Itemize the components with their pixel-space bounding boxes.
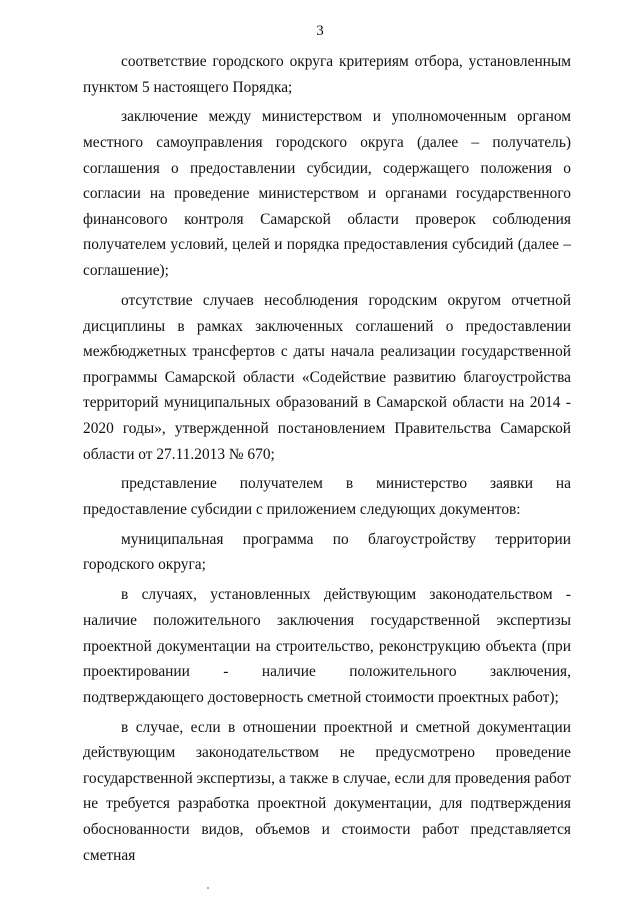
paragraph-criteria-compliance: соответствие городского округа критериям отбора, установленным пунктом 5 настоящего Порядка; <box>83 53 571 96</box>
paragraph-application-submission: представление получателем в министерство заявки на предоставление субсидии с приложением следующих документов: <box>83 475 571 518</box>
paragraph-reporting-discipline: отсутствие случаев несоблюдения городским округом отчетной дисциплины в рамках заключенных соглашений о предоставлении межбюджетных трансфертов с даты начала реализации государственной программы Самарской области «Содействие развитию благоустройства территорий муниципальных образований в Самарской области на 2014 - 2020 годы», утвержденной постановлением Правительства Самарской области от 27.11.2013 № 670; <box>83 291 571 463</box>
page-number: 3 <box>316 23 324 39</box>
paragraph-agreement: заключение между министерством и уполномоченным органом местного самоуправления городского округа (далее – получатель) соглашения о предоставлении субсидии, содержащего положения о согласии на проведение министерством и органами государственного финансового контроля Самарской области проверок соблюдения получателем условий, целей и порядка предоставления субсидий (далее – соглашение); <box>83 108 571 280</box>
paragraph-estimate-documentation: в случае, если в отношении проектной и сметной документации действующим законодательством не предусмотрено проведение государственной экспертизы, а также в случае, если для проведения работ не требуется разработка проектной документации, для подтверждения обоснованности видов, объемов и стоимости работ представляется сметная <box>83 718 571 864</box>
paragraph-state-expertise: в случаях, установленных действующим законодательством - наличие положительного заключения государственной экспертизы проектной документации на строительство, реконструкцию объекта (при проектировании - наличие положительного заключения, подтверждающего достоверность сметной стоимости проектных работ); <box>83 586 571 706</box>
scan-speck <box>207 887 209 889</box>
paragraph-municipal-program: муниципальная программа по благоустройству территории городского округа; <box>83 530 571 574</box>
document-body <box>83 49 571 868</box>
